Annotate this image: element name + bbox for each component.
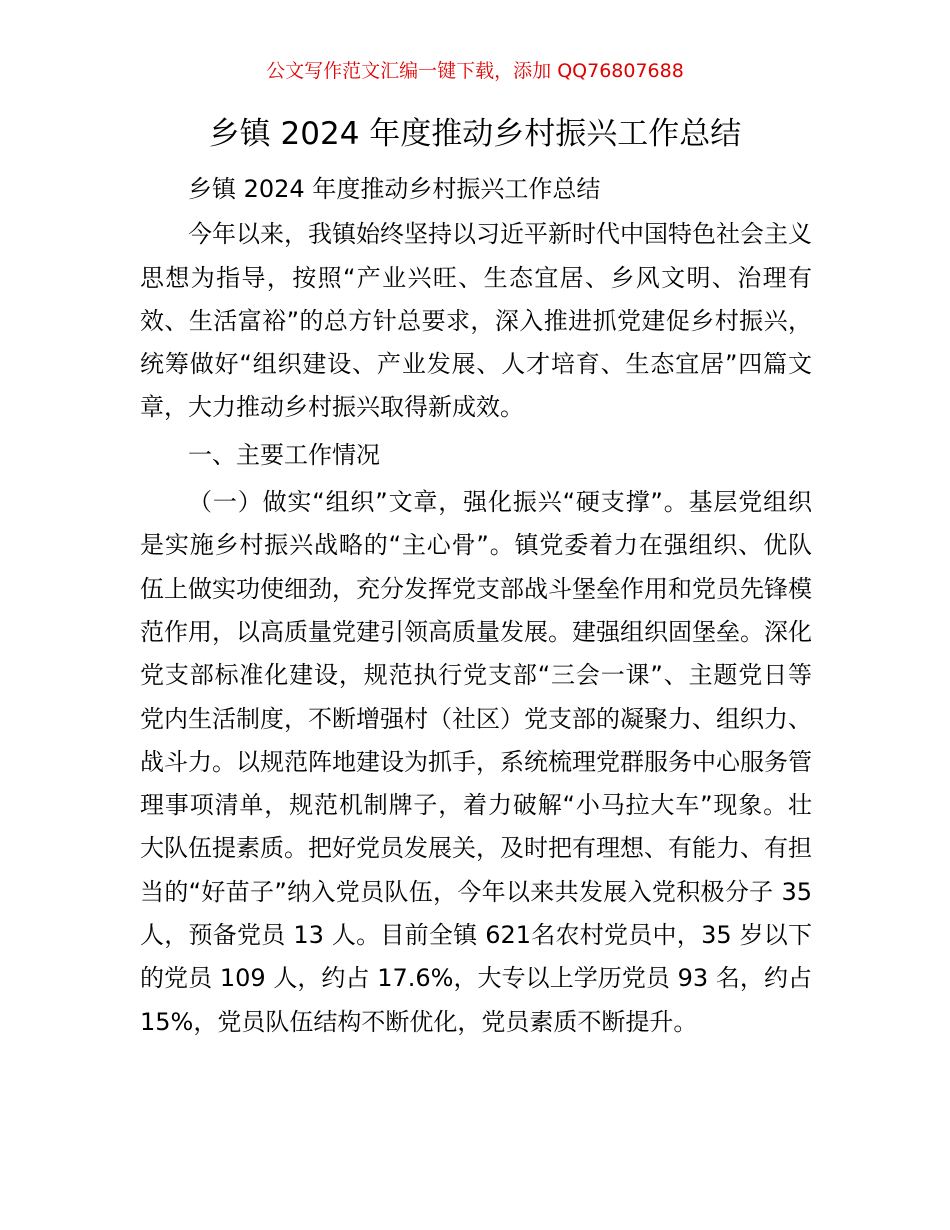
document-subtitle: 乡镇 2024 年度推动乡村振兴工作总结 [188,175,601,203]
download-promo-text: 公文写作范文汇编一键下载，添加 QQ76807688 [266,60,684,82]
document-body [140,168,812,1044]
section-heading: 一、主要工作情况 [188,440,380,469]
document-title: 乡镇 2024 年度推动乡村振兴工作总结 [208,116,742,152]
body-paragraph: （一）做实“组织”文章，强化振兴“硬支撑”。基层党组织是实施乡村振兴战略的“主心骨”。镇党委着力在强组织、优队伍上做实功使细劲，充分发挥党支部战斗堡垒作用和党员先锋模范作用，以高质量党建引领高质量发展。建强组织固堡垒。深化党支部标准化建设，规范执行党支部“三会一课”、主题党日等党内生活制度，不断增强村（社区）党支部的凝聚力、组织力、战斗力。以规范阵地建设为抓手，系统梳理党群服务中心服务管理事项清单，规范机制牌子，着力破解“小马拉大车”现象。壮大队伍提素质。把好党员发展关，及时把有理想、有能力、有担当的“好苗子”纳入党员队伍，今年以来共发展入党积极分子 35 人，预备党员 13 人。目前全镇 621名农村党员中，35 岁以下的党员 109 人，约占 17.6%，大专以上学历党员 93 名，约占 15%，党员队伍结构不断优化，党员素质不断提升。 [140,488,812,1036]
intro-paragraph: 今年以来，我镇始终坚持以习近平新时代中国特色社会主义思想为指导，按照“产业兴旺、生态宜居、乡风文明、治理有效、生活富裕”的总方针总要求，深入推进抓党建促乡村振兴，统筹做好“组织建设、产业发展、人才培育、生态宜居”四篇文章，大力推动乡村振兴取得新成效。 [140,220,812,422]
